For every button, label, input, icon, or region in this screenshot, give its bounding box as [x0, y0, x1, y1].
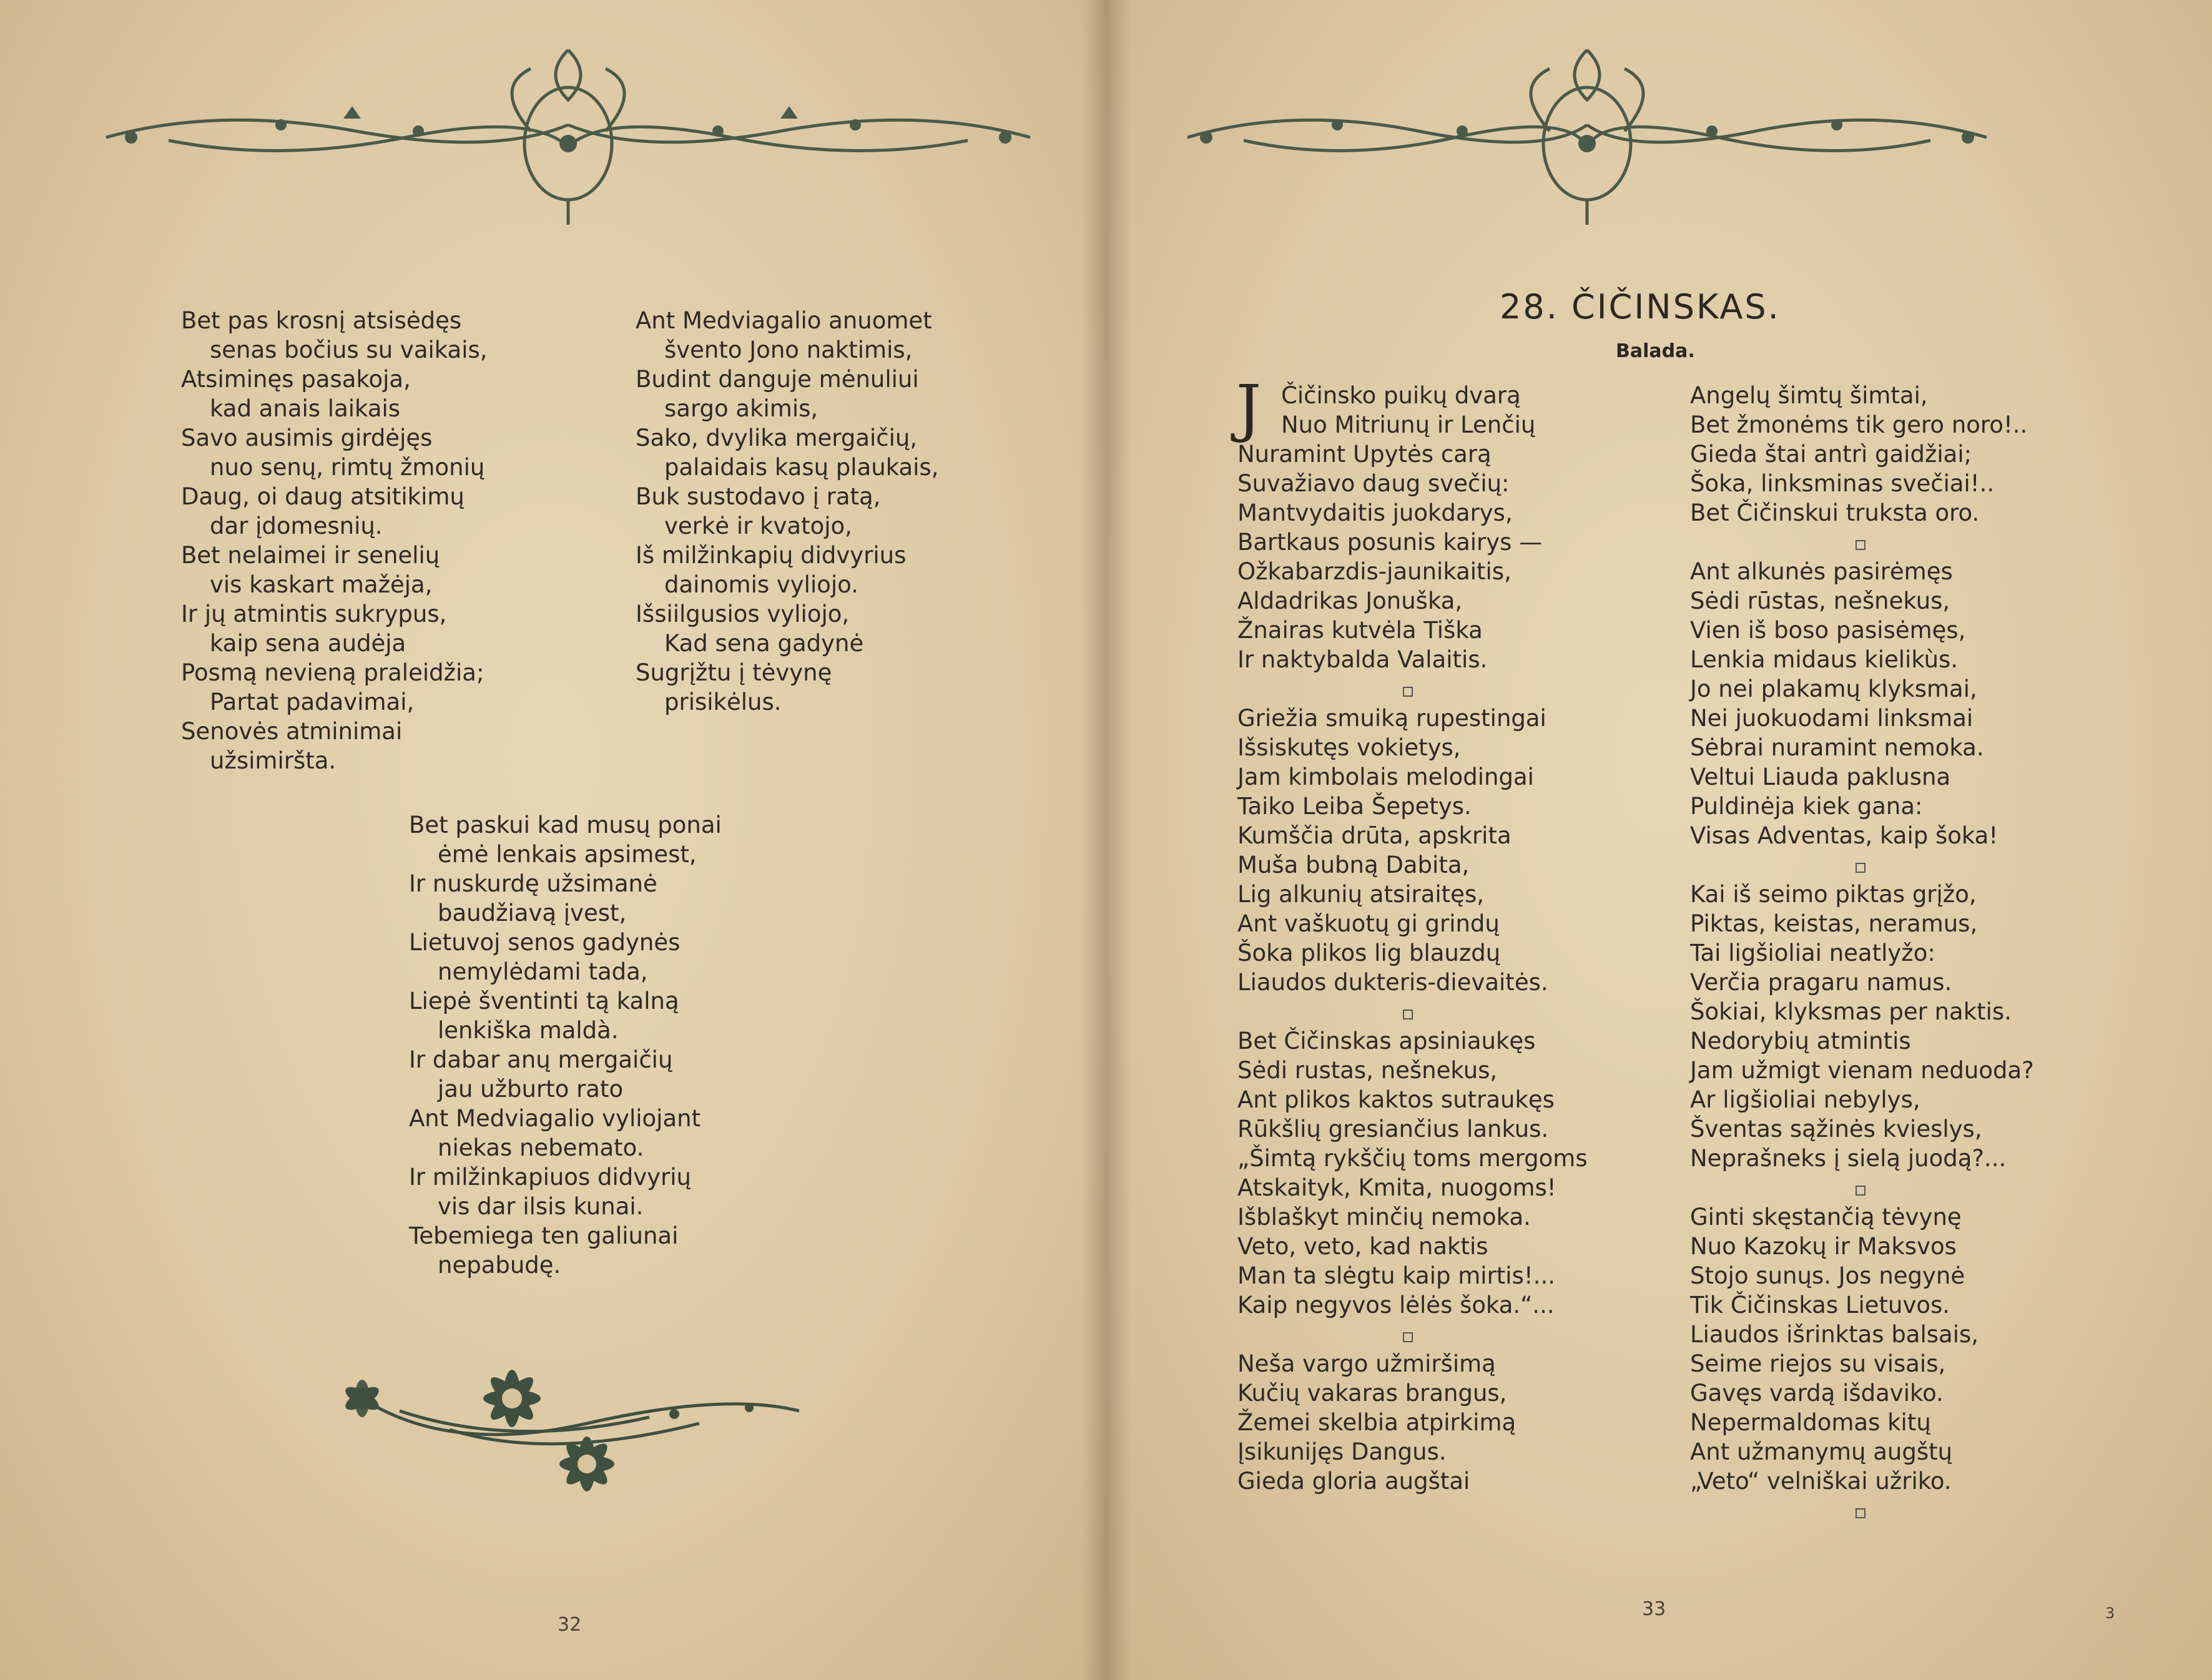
verse-line: Daug, oi daug atsitikimų	[181, 483, 465, 510]
ballad-column-1	[1237, 381, 1588, 1496]
stanza-separator	[1690, 1173, 2034, 1202]
poem-column-1	[181, 306, 488, 775]
verse-line: dar įdomesnių.	[210, 513, 383, 539]
verse-line: Kai iš seimo piktas grįžo,	[1690, 881, 1977, 908]
verse-line: Partat padavimai,	[210, 689, 415, 715]
verse-line: Šventas sąžinės kvieslys,	[1690, 1116, 1982, 1142]
verse-line: Suvažiavo daug svečių:	[1237, 470, 1510, 497]
right-page	[1106, 0, 2212, 1680]
separator-square-icon	[1856, 863, 1865, 873]
verse-line: Buk sustodavo į ratą,	[636, 483, 881, 510]
drop-cap: J	[1236, 371, 1262, 445]
ballad-title: 28. ČIČINSKAS.	[1500, 287, 1781, 327]
verse-line: Lig alkunių atsiraitęs,	[1237, 881, 1484, 908]
verse-line: Neša vargo užmiršimą	[1237, 1350, 1496, 1377]
verse-line: Ant plikos kaktos sutraukęs	[1237, 1086, 1555, 1113]
verse-line: Ant vaškuotų gi grindų	[1237, 910, 1500, 937]
verse-line: Nuo Kazokų ir Maksvos	[1690, 1233, 1957, 1260]
floral-tailpiece	[325, 1355, 812, 1498]
verse-line: vis dar ilsis kunai.	[438, 1193, 644, 1220]
verse-line: Bet Čičinskui truksta oro.	[1690, 499, 1980, 526]
ballad-subtitle: Balada.	[1616, 340, 1695, 362]
verse-line: Bartkaus posunis kairys —	[1237, 529, 1543, 556]
verse-line: Angelų šimtų šimtai,	[1690, 382, 1928, 409]
verse-line: palaidais kasų plaukais,	[664, 454, 939, 481]
verse-line: Kučių vakaras brangus,	[1237, 1380, 1507, 1407]
verse-line: sargo akimis,	[664, 395, 818, 422]
verse-line: Jam kimbolais melodingai	[1237, 764, 1534, 790]
verse-line: Ir dabar anų mergaičių	[409, 1046, 673, 1073]
verse-line: kaip sena audėja	[210, 630, 406, 657]
verse-line: Puldinėja kiek gana:	[1690, 793, 1923, 820]
verse-line: Visas Adventas, kaip šoka!	[1690, 822, 1998, 849]
verse-line: Vien iš boso pasisėmęs,	[1690, 617, 1966, 644]
verse-line: Nedorybių atmintis	[1690, 1028, 1911, 1054]
verse-line: Sėbrai nuramint nemoka.	[1690, 734, 1984, 761]
verse-line: Aldadrikas Jonuška,	[1237, 587, 1463, 614]
verse-line: Atsiminęs pasakoja,	[181, 366, 411, 393]
verse-line: verkė ir kvatojo,	[664, 513, 852, 539]
verse-line: kad anais laikais	[210, 395, 401, 422]
verse-line: Stojo sunųs. Jos negynė	[1690, 1262, 1965, 1289]
verse-line: Kumščia drūta, apskrita	[1237, 822, 1512, 849]
verse-line: Gieda gloria augštai	[1237, 1468, 1470, 1495]
verse-line: Rūkšlių gresiančius lankus.	[1237, 1116, 1549, 1142]
verse-line: Sugrįžtu į tėvynę	[636, 659, 832, 686]
verse-line: „Šimtą rykščių toms mergoms	[1237, 1145, 1588, 1172]
verse-line: Atskaityk, Kmita, nuogoms!	[1237, 1174, 1556, 1201]
verse-line: Bet Čičinskas apsiniaukęs	[1237, 1028, 1536, 1054]
verse-line: Posmą nevieną praleidžia;	[181, 659, 484, 686]
verse-line: Išblaškyt minčių nemoka.	[1237, 1204, 1531, 1231]
separator-square-icon	[1403, 1332, 1413, 1342]
verse-line: Lietuvoj senos gadynės	[409, 929, 681, 956]
verse-line: Jo nei plakamų klyksmai,	[1690, 675, 1977, 702]
verse-line: Lenkia midaus kielikùs.	[1690, 646, 1959, 673]
verse-line: Ar ligšioliai nebylys,	[1690, 1086, 1920, 1113]
stanza-separator	[1237, 674, 1588, 704]
verse-line: Tebemiega ten galiunai	[409, 1222, 679, 1249]
verse-line: Ant Medviagalio vyliojant	[409, 1105, 701, 1132]
verse-line: Nuo Mitriunų ir Lenčių	[1281, 411, 1536, 438]
verse-line: Griežia smuiką rupestingai	[1237, 705, 1546, 732]
verse-line: Ir milžinkapiuos didvyrių	[409, 1164, 691, 1191]
separator-square-icon	[1856, 1186, 1865, 1196]
stanza-separator	[1690, 850, 2034, 880]
verse-line: Bet žmonėms tik gero noro!..	[1690, 411, 2028, 438]
verse-line: prisikėlus.	[664, 689, 782, 715]
verse-line: Nuramint Upytės carą	[1237, 441, 1492, 468]
header-ornament-right	[1181, 37, 1993, 225]
verse-line: Sako, dvylika mergaičių,	[636, 425, 918, 451]
verse-line: Seime riejos su visais,	[1690, 1350, 1946, 1377]
verse-line: Kaip negyvos lėlės šoka.“...	[1237, 1292, 1555, 1319]
verse-line: Nepermaldomas kitų	[1690, 1409, 1931, 1436]
verse-line: „Veto“ velniškai užriko.	[1690, 1468, 1952, 1495]
verse-line: Tik Čičinskas Lietuvos.	[1690, 1292, 1950, 1319]
verse-line: lenkiška maldà.	[438, 1017, 619, 1044]
verse-line: Senovės atminimai	[181, 718, 403, 745]
page-number-left: 32	[558, 1614, 582, 1636]
poem-column-2	[636, 306, 938, 717]
verse-line: Šoka plikos lig blauzdų	[1237, 940, 1501, 966]
corner-number: 3	[2105, 1604, 2115, 1622]
verse-line: nuo senų, rimtų žmonių	[210, 454, 485, 481]
stanza-separator	[1237, 1320, 1588, 1349]
separator-square-icon	[1403, 687, 1413, 697]
verse-line: Išsiilgusios vyliojo,	[636, 601, 850, 627]
verse-line: Bet pas krosnį atsisėdęs	[181, 307, 462, 334]
verse-line: Gavęs vardą išdaviko.	[1690, 1380, 1944, 1407]
header-ornament-left	[94, 37, 1043, 225]
stanza-separator	[1690, 528, 2034, 557]
verse-line: Šoka, linksminas svečiai!..	[1690, 470, 1995, 497]
verse-line: Mantvydaitis juokdarys,	[1237, 499, 1513, 526]
verse-line: Čičinsko puikų dvarą	[1281, 382, 1521, 409]
verse-line: Piktas, keistas, neramus,	[1690, 910, 1978, 937]
verse-line: niekas nebemato.	[438, 1134, 644, 1161]
verse-line: nepabudę.	[438, 1252, 561, 1279]
verse-line: švento Jono naktimis,	[664, 336, 913, 363]
ballad-column-2	[1690, 381, 2034, 1525]
verse-line: Bet nelaimei ir senelių	[181, 542, 440, 569]
verse-line: Liaudos dukteris-dievaitės.	[1237, 969, 1548, 996]
verse-line: Ant užmanymų augštų	[1690, 1438, 1953, 1465]
book-gutter	[1081, 0, 1131, 1680]
verse-line: Liepė šventinti tą kalną	[409, 988, 679, 1014]
page-number-right: 33	[1642, 1598, 1666, 1620]
separator-square-icon	[1856, 1508, 1865, 1518]
verse-line: Nei juokuodami linksmai	[1690, 705, 1974, 732]
verse-line: Man ta slėgtu kaip mirtis!...	[1237, 1262, 1555, 1289]
verse-line: Savo ausimis girdėjęs	[181, 425, 433, 451]
verse-line: Tai ligšioliai neatlyžo:	[1690, 940, 1935, 966]
verse-line: Išsiskutęs vokietys,	[1237, 734, 1461, 761]
verse-line: Bet paskui kad musų ponai	[409, 812, 722, 838]
verse-line: Liaudos išrinktas balsais,	[1690, 1321, 1979, 1348]
verse-line: Veltui Liauda paklusna	[1690, 764, 1951, 790]
verse-line: Ožkabarzdis-jaunikaitis,	[1237, 558, 1512, 585]
verse-line: Neprašneks į sielą juodą?...	[1690, 1145, 2007, 1172]
verse-line: Gieda štai antrì gaidžiai;	[1690, 441, 1972, 468]
verse-line: Žnairas kutvėla Tiška	[1237, 617, 1483, 644]
verse-line: Ir jų atmintis sukrypus,	[181, 601, 447, 627]
verse-line: Verčia pragaru namus.	[1690, 969, 1952, 996]
verse-line: Muša bubną Dabita,	[1237, 852, 1470, 878]
verse-line: Ant alkunės pasirėmęs	[1690, 558, 1953, 585]
verse-line: vis kaskart mažėja,	[210, 571, 433, 598]
verse-line: senas bočius su vaikais,	[210, 336, 488, 363]
verse-line: Jam užmigt vienam neduoda?	[1690, 1057, 2034, 1084]
verse-line: dainomis vyliojo.	[664, 571, 858, 598]
verse-line: Taiko Leiba Šepetys.	[1237, 793, 1472, 820]
verse-line: Ant Medviagalio anuomet	[636, 307, 932, 334]
verse-line: Ginti skęstančią tėvynę	[1690, 1204, 1962, 1231]
verse-line: Sėdi rūstas, nešnekus,	[1690, 587, 1950, 614]
verse-line: Iš milžinkapių didvyrius	[636, 542, 907, 569]
verse-line: Žemei skelbia atpirkimą	[1237, 1409, 1516, 1436]
separator-square-icon	[1403, 1009, 1413, 1019]
poem-column-3	[409, 810, 722, 1280]
verse-line: jau užburto rato	[438, 1076, 624, 1103]
verse-line: baudžiavą įvest,	[438, 900, 627, 926]
verse-line: Įsikunijęs Dangus.	[1237, 1438, 1447, 1465]
verse-line: Veto, veto, kad naktis	[1237, 1233, 1488, 1260]
stanza-separator	[1237, 997, 1588, 1026]
stanza-separator	[1690, 1496, 2034, 1525]
verse-line: Kad sena gadynė	[664, 630, 864, 657]
verse-line: Sėdi rustas, nešnekus,	[1237, 1057, 1498, 1084]
verse-line: užsimiršta.	[210, 747, 337, 774]
verse-line: ėmė lenkais apsimest,	[438, 841, 697, 868]
verse-line: Šokiai, klyksmas per naktis.	[1690, 998, 2012, 1025]
verse-line: Ir naktybalda Valaitis.	[1237, 646, 1488, 673]
verse-line: Budint danguje mėnuliui	[636, 366, 919, 393]
verse-line: nemylėdami tada,	[438, 958, 648, 985]
verse-line: Ir nuskurdę užsimanė	[409, 870, 657, 897]
separator-square-icon	[1856, 540, 1865, 550]
